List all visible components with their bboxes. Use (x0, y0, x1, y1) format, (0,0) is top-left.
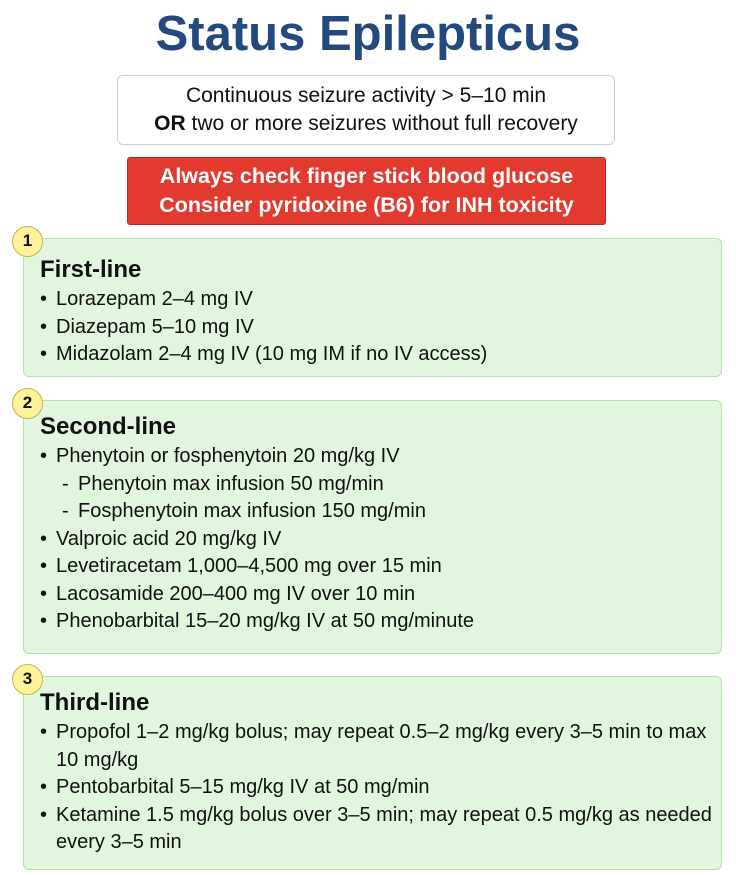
item-text: Levetiracetam 1,000–4,500 mg over 15 min (56, 555, 442, 577)
item-text: Lorazepam 2–4 mg IV (56, 288, 253, 310)
alert-box (127, 157, 606, 225)
list-item (40, 443, 721, 471)
page-title: Status Epilepticus (155, 7, 581, 61)
item-text: Lacosamide 200–400 mg IV over 10 min (56, 582, 416, 605)
item-list (40, 286, 721, 369)
list-item (40, 774, 721, 802)
section-second-line (23, 400, 722, 654)
bullet: • (40, 610, 48, 632)
list-item (40, 341, 721, 369)
list-item (40, 719, 721, 774)
item-list (40, 443, 721, 636)
step-badge-3: 3 (12, 664, 43, 695)
item-text: Valproic acid 20 mg/kg IV (56, 527, 282, 550)
sub-list-item (40, 498, 721, 526)
definition-box (117, 75, 615, 145)
item-text: Diazepam 5–10 mg IV (56, 315, 254, 338)
list-item (40, 608, 721, 636)
bullet: • (40, 582, 48, 605)
definition-or: OR (154, 112, 186, 135)
item-text: Pentobarbital 5–15 mg/kg IV at 50 mg/min (56, 776, 430, 798)
bullet: • (40, 721, 48, 743)
section-title: Second-line (40, 413, 177, 440)
list-item (40, 553, 721, 581)
item-text: Ketamine 1.5 mg/kg bolus over 3–5 min; may repeat 0.5 mg/kg as needed every 3–5 min (56, 803, 712, 853)
list-item (40, 314, 721, 342)
item-list (40, 719, 721, 857)
alert-line-1: Always check finger stick blood glucose (159, 164, 574, 188)
section-title: First-line (40, 256, 142, 283)
bullet: • (40, 445, 48, 467)
bullet: • (40, 803, 48, 826)
list-item (40, 526, 721, 554)
definition-line-2-rest: two or more seizures without full recovery (185, 112, 578, 135)
sub-list-item (40, 471, 721, 499)
definition-line-1: Continuous seizure activity > 5–10 min (185, 84, 547, 107)
item-text: Fosphenytoin max infusion 150 mg/min (78, 500, 426, 522)
alert-line-2: Consider pyridoxine (B6) for INH toxicity (159, 193, 574, 217)
step-badge-1: 1 (12, 226, 43, 257)
list-item (40, 802, 721, 857)
definition-line-2 (118, 110, 614, 138)
bullet: • (40, 555, 48, 577)
bullet: • (40, 288, 48, 310)
list-item (40, 286, 721, 314)
bullet: • (40, 315, 48, 338)
item-text: Phenytoin or fosphenytoin 20 mg/kg IV (56, 445, 400, 467)
section-third-line (23, 676, 722, 870)
item-text: Propofol 1–2 mg/kg bolus; may repeat 0.5–2 mg/kg every 3–5 min to max 10 mg/kg (56, 721, 707, 771)
section-first-line (23, 238, 722, 377)
list-item (40, 581, 721, 609)
bullet: • (40, 343, 48, 365)
dash: - (62, 500, 69, 522)
item-text: Midazolam 2–4 mg IV (10 mg IM if no IV access) (56, 343, 488, 365)
item-text: Phenytoin max infusion 50 mg/min (78, 472, 384, 495)
bullet: • (40, 527, 48, 550)
item-text: Phenobarbital 15–20 mg/kg IV at 50 mg/minute (56, 610, 475, 632)
step-badge-2: 2 (12, 388, 43, 419)
bullet: • (40, 776, 48, 798)
section-title: Third-line (40, 689, 150, 716)
dash: - (62, 472, 69, 495)
